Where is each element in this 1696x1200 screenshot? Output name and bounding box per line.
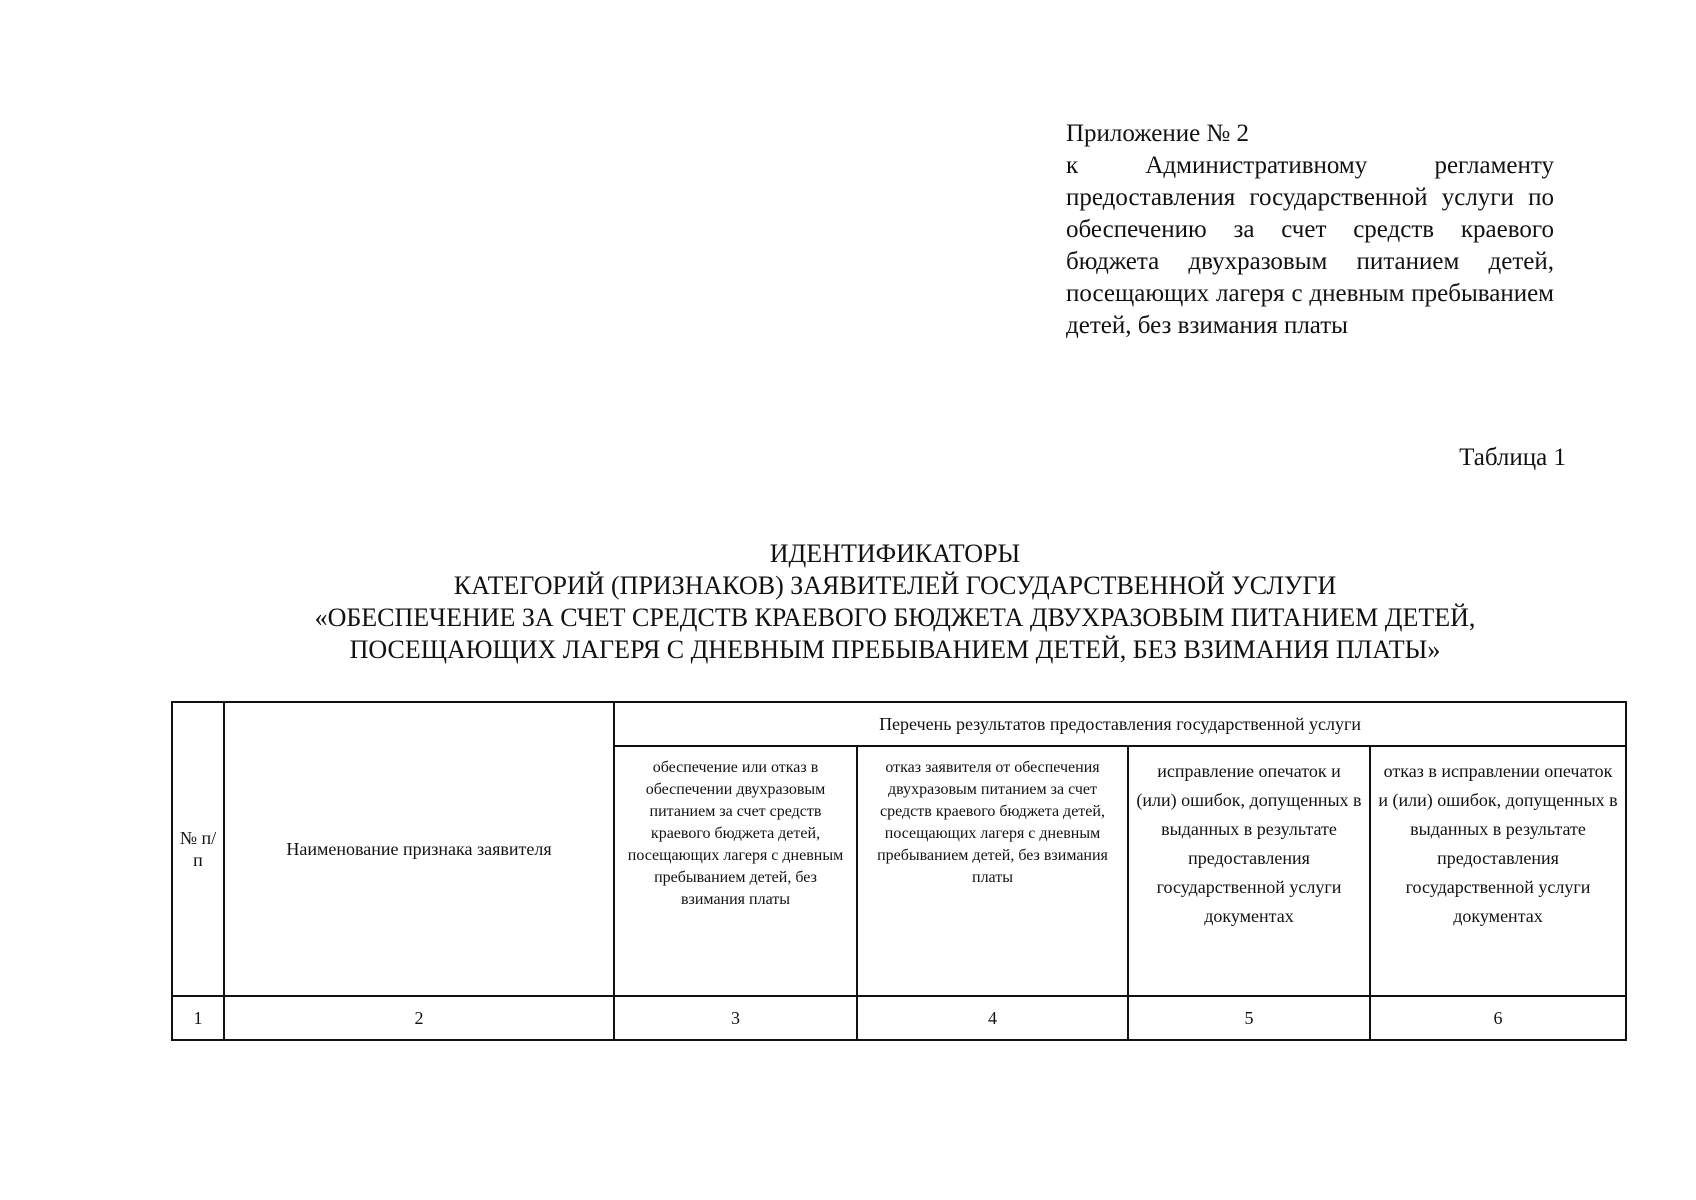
title-line-4: ПОСЕЩАЮЩИХ ЛАГЕРЯ С ДНЕВНЫМ ПРЕБЫВАНИЕМ ДЕТЕЙ, БЕЗ ВЗИМАНИЯ ПЛАТЫ» bbox=[349, 635, 1441, 664]
appendix-text: к Административному регламенту предоставления государственной услуги по обеспечению за счет средств краевого бюджета двухразовым питанием детей, посещающих лагеря с дневным пребыванием детей, без взимания платы bbox=[1066, 152, 1554, 339]
header-result-correction: исправление опечаток и (или) ошибок, допущенных в выданных в результате предоставления государственной услуги документах bbox=[1128, 746, 1370, 996]
header-number: № п/п bbox=[172, 702, 224, 996]
column-number-cell: 4 bbox=[857, 996, 1128, 1040]
column-number-cell: 1 bbox=[172, 996, 224, 1040]
title-line-1: ИДЕНТИФИКАТОРЫ bbox=[769, 539, 1021, 568]
column-numbering-row bbox=[172, 996, 1626, 1040]
header-result-refusal: отказ заявителя от обеспечения двухразовым питанием за счет средств краевого бюджета детей, посещающих лагеря с дневным пребыванием детей, без взимания платы bbox=[857, 746, 1128, 996]
identifiers-table bbox=[171, 701, 1627, 1041]
column-number-cell: 2 bbox=[224, 996, 614, 1040]
appendix-block bbox=[1066, 118, 1554, 342]
document-title bbox=[160, 538, 1630, 666]
header-results-group: Перечень результатов предоставления государственной услуги bbox=[614, 702, 1626, 746]
header-result-provision: обеспечение или отказ в обеспечении двухразовым питанием за счет средств краевого бюджета детей, посещающих лагеря с дневным пребыванием детей, без взимания платы bbox=[614, 746, 857, 996]
column-number-cell: 3 bbox=[614, 996, 857, 1040]
appendix-title: Приложение № 2 bbox=[1066, 120, 1250, 147]
header-result-correction-refusal: отказ в исправлении опечаток и (или) ошибок, допущенных в выданных в результате предоставления государственной услуги документах bbox=[1370, 746, 1626, 996]
column-number-cell: 5 bbox=[1128, 996, 1370, 1040]
header-applicant-attribute: Наименование признака заявителя bbox=[224, 702, 614, 996]
column-number-cell: 6 bbox=[1370, 996, 1626, 1040]
title-line-2: КАТЕГОРИЙ (ПРИЗНАКОВ) ЗАЯВИТЕЛЕЙ ГОСУДАРСТВЕННОЙ УСЛУГИ bbox=[453, 571, 1337, 600]
title-line-3: «ОБЕСПЕЧЕНИЕ ЗА СЧЕТ СРЕДСТВ КРАЕВОГО БЮДЖЕТА ДВУХРАЗОВЫМ ПИТАНИЕМ ДЕТЕЙ, bbox=[314, 603, 1476, 632]
table-label: Таблица 1 bbox=[1459, 444, 1566, 471]
